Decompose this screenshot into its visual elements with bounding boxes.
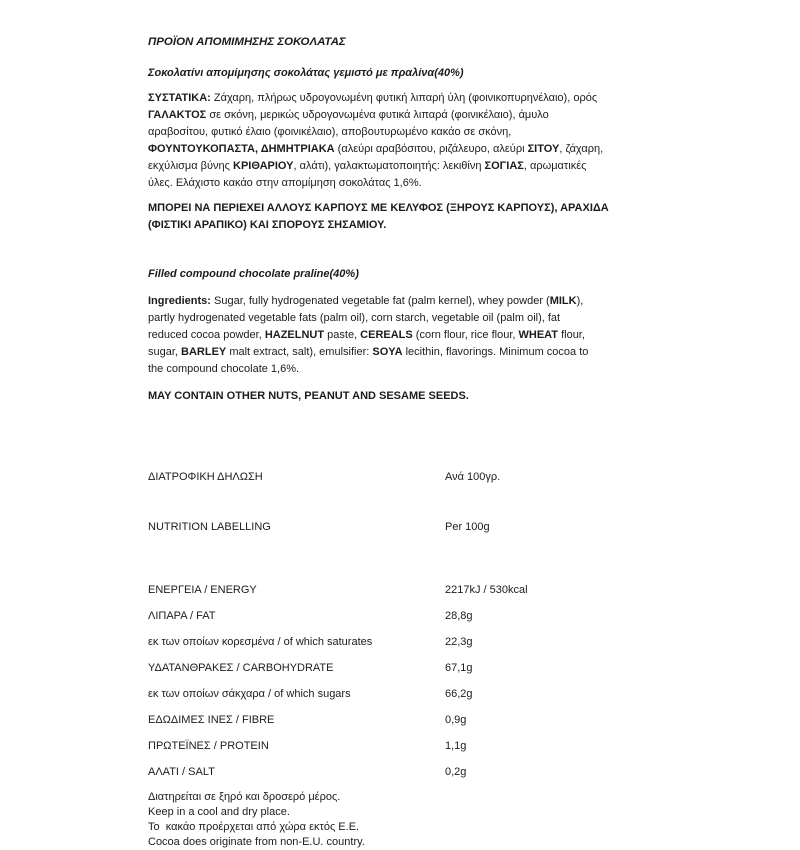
cocoa-origin-english: Cocoa does originate from non-E.U. country. <box>148 836 365 848</box>
nutrition-row <box>148 634 690 651</box>
product-name-english: Filled compound chocolate praline(40%) <box>148 268 359 280</box>
greek-ingredients-paragraph: ΣΥΣΤΑΤΙΚΑ: Ζάχαρη, πλήρως υδρογονωμένη φυτική λιπαρή ύλη (φοινικοπυρηνέλαιο), ορός ΓΑΛΑΚΤΟΣ σε σκόνη, μερικώς υδρογονωμένα φυτικά λιπαρά (φοινικέλαιο), άμυλο αραβοσίτου, φυτικό έλαιο (φοινικέλαιο), αποβουτυρωμένο κακάο σε σκόνη, ΦΟΥΝΤΟΥΚΟΠΑΣΤΑ, ΔΗΜΗΤΡΙΑΚΑ (αλεύρι αραβόσιτου, ριζάλευρο, αλεύρι ΣΙΤΟΥ, ζάχαρη, εκχύλισμα βύνης ΚΡΙΘΑΡΙΟΥ, αλάτι), γαλακτωματοποιητής: λεκιθίνη ΣΟΓΙΑΣ, αρωματικές ύλες. Ελάχιστο κακάο στην απομίμηση σοκολάτας 1,6%. <box>148 92 604 189</box>
storage-line-greek: Διατηρείται σε ξηρό και δροσερό μέρος. <box>148 791 341 803</box>
greek-allergen-warning: ΜΠΟΡΕΙ ΝΑ ΠΕΡΙΕΧΕΙ ΑΛΛΟΥΣ ΚΑΡΠΟΥΣ ΜΕ ΚΕΛΥΦΟΣ (ΞΗΡΟΥΣ ΚΑΡΠΟΥΣ), ΑΡΑΧΙΔΑ (ΦΙΣΤΙΚΙ ΑΡΑΠΙΚΟ) ΚΑΙ ΣΠΟΡΟΥΣ ΣΗΣΑΜΙΟΥ. <box>148 202 609 231</box>
nutrition-row-label: ΥΔΑΤΑΝΘΡΑΚΕΣ / CARBOHYDRATE <box>148 662 334 674</box>
nutrition-row-value: 66,2g <box>445 688 473 700</box>
nutrition-row-label: εκ των οποίων σάκχαρα / of which sugars <box>148 688 351 700</box>
nutrition-row-value: 1,1g <box>445 740 467 752</box>
nutrition-row-value: 28,8g <box>445 610 473 622</box>
nutrition-title-greek: ΔΙΑΤΡΟΦΙΚΗ ΔΗΛΩΣΗ <box>148 471 263 483</box>
nutrition-row-label: ΑΛΑΤΙ / SALT <box>148 766 215 778</box>
nutrition-row-value: 0,2g <box>445 766 467 778</box>
nutrition-per-greek: Ανά 100γρ. <box>445 471 501 483</box>
nutrition-row-value: 2217kJ / 530kcal <box>445 584 528 596</box>
storage-line-english: Keep in a cool and dry place. <box>148 806 290 818</box>
nutrition-row-label: ΛΙΠΑΡΑ / FAT <box>148 610 216 622</box>
nutrition-title-english: NUTRITION LABELLING <box>148 521 271 533</box>
nutrition-row <box>148 764 690 781</box>
cocoa-origin-greek: Το κακάο προέρχεται από χώρα εκτός Ε.Ε. <box>148 821 360 833</box>
nutrition-row-value: 0,9g <box>445 714 467 726</box>
nutrition-row-value: 22,3g <box>445 636 473 648</box>
nutrition-rows <box>148 582 690 781</box>
nutrition-row-value: 67,1g <box>445 662 473 674</box>
product-title-greek: ΠΡΟΪΟΝ ΑΠΟΜΙΜΗΣΗΣ ΣΟΚΟΛΑΤΑΣ <box>148 36 346 48</box>
product-subtitle-greek: Σοκολατίνι απομίμησης σοκολάτας γεμιστό με πραλίνα(40%) <box>148 67 464 79</box>
nutrition-row <box>148 660 690 677</box>
english-ingredients-paragraph: Ingredients: Sugar, fully hydrogenated vegetable fat (palm kernel), whey powder (MILK), partly hydrogenated vegetable fats (palm oil), corn starch, vegetable oil (palm oil), fat reduced cocoa powder, HAZELNUT paste, CEREALS (corn flour, rice flour, WHEAT flour, sugar, BARLEY malt extract, salt), emulsifier: SOYA lecithin, flavorings. Minimum cocoa to the compound chocolate 1,6%. <box>148 295 589 375</box>
nutrition-row <box>148 738 690 755</box>
nutrition-row <box>148 686 690 703</box>
nutrition-table-header <box>148 435 690 569</box>
nutrition-row-label: εκ των οποίων κορεσμένα / of which saturates <box>148 636 373 648</box>
nutrition-row-label: ΕΔΩΔΙΜΕΣ ΙΝΕΣ / FIBRE <box>148 714 275 726</box>
english-allergen-warning: MAY CONTAIN OTHER NUTS, PEANUT AND SESAME SEEDS. <box>148 390 469 402</box>
nutrition-per-english: Per 100g <box>445 521 490 533</box>
storage-info <box>148 790 690 850</box>
nutrition-table <box>148 435 690 781</box>
nutrition-row <box>148 608 690 625</box>
nutrition-row <box>148 582 690 599</box>
nutrition-row-label: ΠΡΩΤΕΪΝΕΣ / PROTEIN <box>148 740 269 752</box>
nutrition-row <box>148 712 690 729</box>
nutrition-row-label: ΕΝΕΡΓΕΙΑ / ENERGY <box>148 584 257 596</box>
